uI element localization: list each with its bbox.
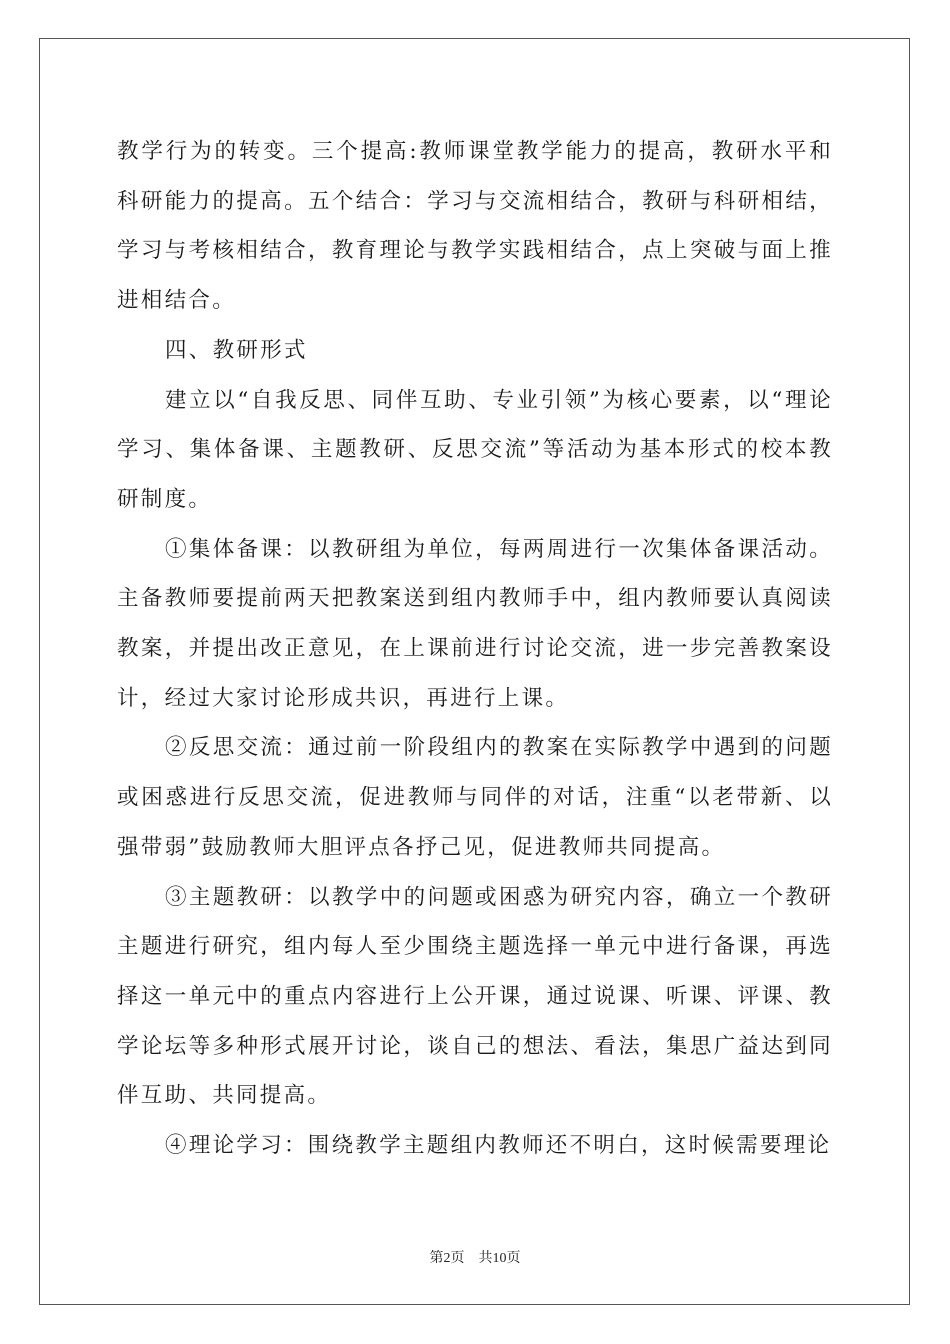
document-body bbox=[117, 127, 833, 1171]
paragraph-theme-research: ③主题教研：以教学中的问题或困惑为研究内容，确立一个教研主题进行研究，组内每人至少围绕主题选择一单元中进行备课，再选择这一单元中的重点内容进行上公开课，通过说课、听课、评课、教学论坛等多种形式展开讨论，谈自己的想法、看法，集思广益达到同伴互助、共同提高。 bbox=[117, 884, 833, 1109]
page-footer bbox=[0, 1247, 950, 1267]
paragraph-collective-lesson-prep: ①集体备课：以教研组为单位，每两周进行一次集体备课活动。主备教师要提前两天把教案送到组内教师手中，组内教师要认真阅读教案，并提出改正意见，在上课前进行讨论交流，进一步完善教案设计，经过大家讨论形成共识，再进行上课。 bbox=[117, 536, 833, 711]
section-heading: 四、教研形式 bbox=[165, 337, 308, 363]
paragraph-reflection-exchange: ②反思交流：通过前一阶段组内的教案在实际教学中遇到的问题或困惑进行反思交流，促进教师与同伴的对话，注重“以老带新、以强带弱”鼓励教师大胆评点各抒己见，促进教师共同提高。 bbox=[117, 735, 833, 860]
page-number: 第2页 bbox=[429, 1251, 465, 1266]
paragraph-continuation: 教学行为的转变。三个提高:教师课堂教学能力的提高，教研水平和科研能力的提高。五个结合：学习与交流相结合，教研与科研相结，学习与考核相结合，教育理论与教学实践相结合，点上突破与面上推进相结合。 bbox=[117, 139, 833, 314]
paragraph-intro: 建立以“自我反思、同伴互助、专业引领”为核心要素，以“理论学习、集体备课、主题教研、反思交流”等活动为基本形式的校本教研制度。 bbox=[117, 387, 833, 512]
paragraph-theory-study: ④理论学习：围绕教学主题组内教师还不明白，这时候需要理论 bbox=[165, 1133, 832, 1159]
page-total: 共10页 bbox=[478, 1251, 521, 1266]
